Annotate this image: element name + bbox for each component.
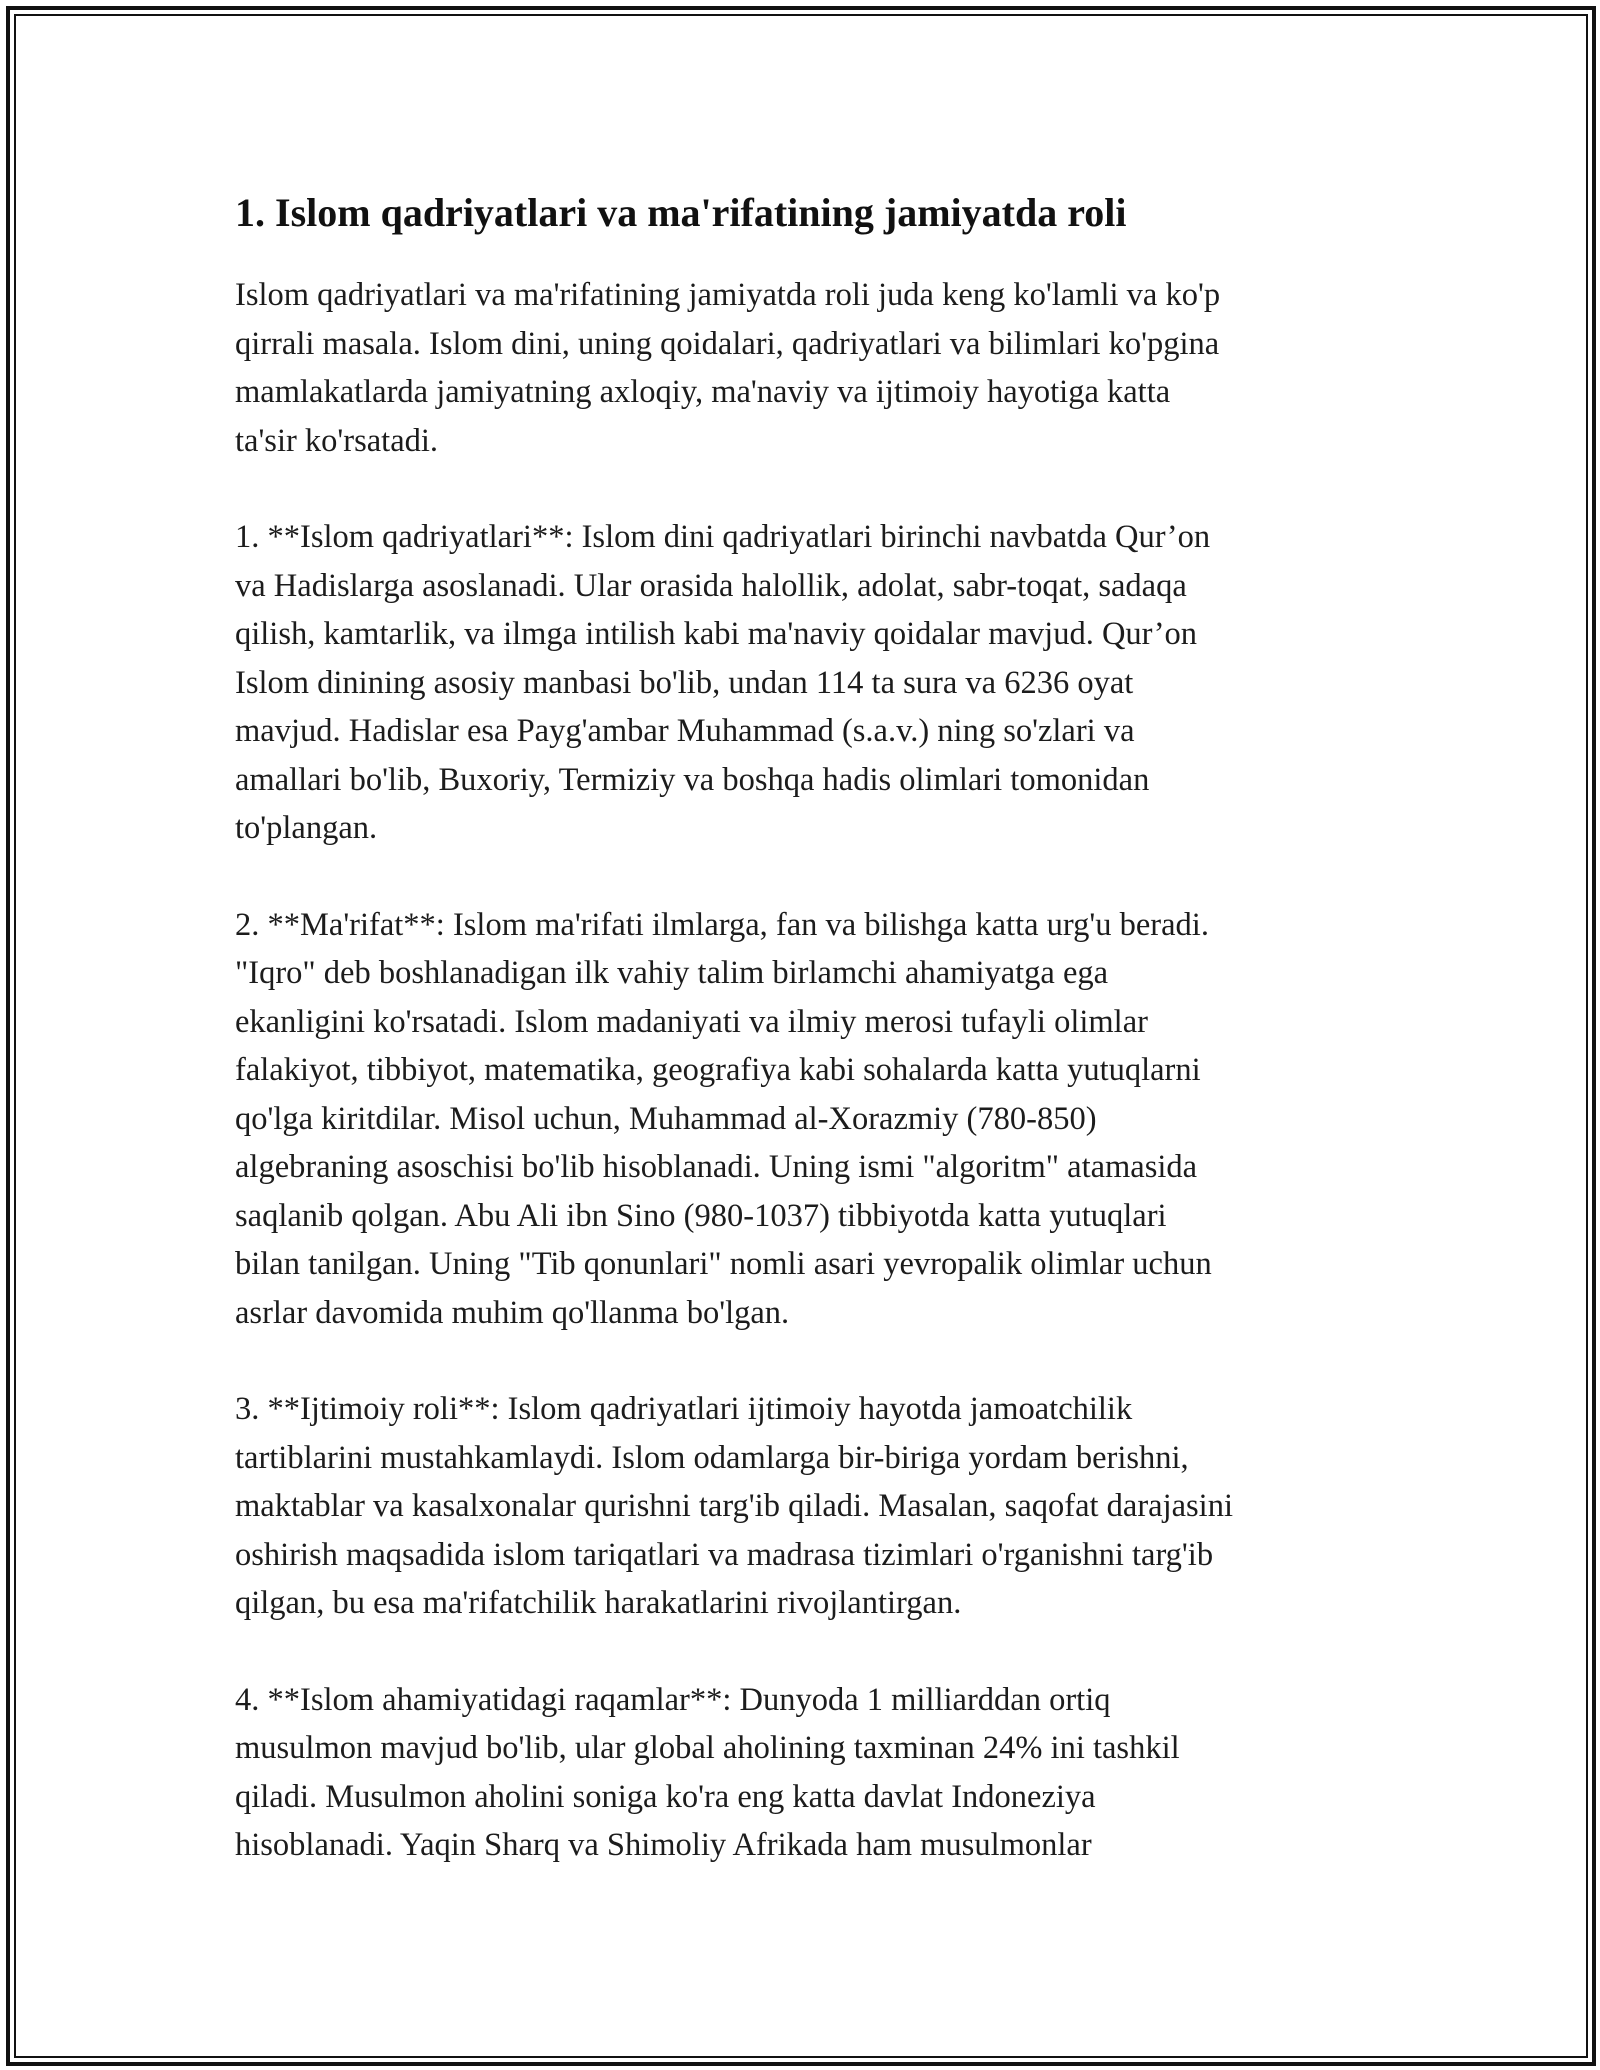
intro-paragraph: Islom qadriyatlari va ma'rifatining jamiyatda roli juda keng ko'lamli va ko'p qirrali masala. Islom dini, uning qoidalari, qadriyatlari va bilimlari ko'pgina mamlakatlarda jamiyatning axloqiy, ma'naviy va ijtimoiy hayotiga katta ta'sir ko'rsatadi.	[235, 277, 1221, 459]
document-body	[235, 183, 1385, 1870]
document-title: 1. Islom qadriyatlari va ma'rifatining jamiyatda roli	[235, 190, 1127, 235]
section-islom-qadriyatlari: 1. **Islom qadriyatlari**: Islom dini qadriyatlari birinchi navbatda Qur’on va Hadislarga asoslanadi. Ular orasida halollik, adolat, sabr-toqat, sadaqa qilish, kamtarlik, va ilmga intilish kabi ma'naviy qoidalar mavjud. Qur’on Islom dinining asosiy manbasi bo'lib, undan 114 ta sura va 6236 oyat mavjud. Hadislar esa Payg'ambar Muhammad (s.a.v.) ning so'zlari va amallari bo'lib, Buxoriy, Termiziy va boshqa hadis olimlari tomonidan to'plangan.	[235, 519, 1211, 846]
section-ijtimoiy-roli: 3. **Ijtimoiy roli**: Islom qadriyatlari ijtimoiy hayotda jamoatchilik tartiblarini mustahkamlaydi. Islom odamlarga bir-biriga yordam berishni, maktablar va kasalxonalar qurishni targ'ib qiladi. Masalan, saqofat darajasini oshirish maqsadida islom tariqatlari va madrasa tizimlari o'rganishni targ'ib qilgan, bu esa ma'rifatchilik harakatlarini rivojlantirgan.	[235, 1391, 1233, 1621]
section-islom-raqamlar: 4. **Islom ahamiyatidagi raqamlar**: Dunyoda 1 milliarddan ortiq musulmon mavjud bo'lib, ular global aholining taxminan 24% ini tashkil qiladi. Musulmon aholini soniga ko'ra eng katta davlat Indoneziya hisoblanadi. Yaqin Sharq va Shimoliy Afrikada ham musulmonlar	[235, 1681, 1180, 1863]
section-marifat: 2. **Ma'rifat**: Islom ma'rifati ilmlarga, fan va bilishga katta urg'u beradi. "Iqro" deb boshlanadigan ilk vahiy talim birlamchi ahamiyatga ega ekanligini ko'rsatadi. Islom madaniyati va ilmiy merosi tufayli olimlar falakiyot, tibbiyot, matematika, geografiya kabi sohalarda katta yutuqlarni qo'lga kiritdilar. Misol uchun, Muhammad al-Xorazmiy (780-850) algebraning asoschisi bo'lib hisoblanadi. Uning ismi "algoritm" atamasida saqlanib qolgan. Abu Ali ibn Sino (980-1037) tibbiyotda katta yutuqlari bilan tanilgan. Uning "Tib qonunlari" nomli asari yevropalik olimlar uchun asrlar davomida muhim qo'llanma bo'lgan.	[235, 906, 1212, 1331]
